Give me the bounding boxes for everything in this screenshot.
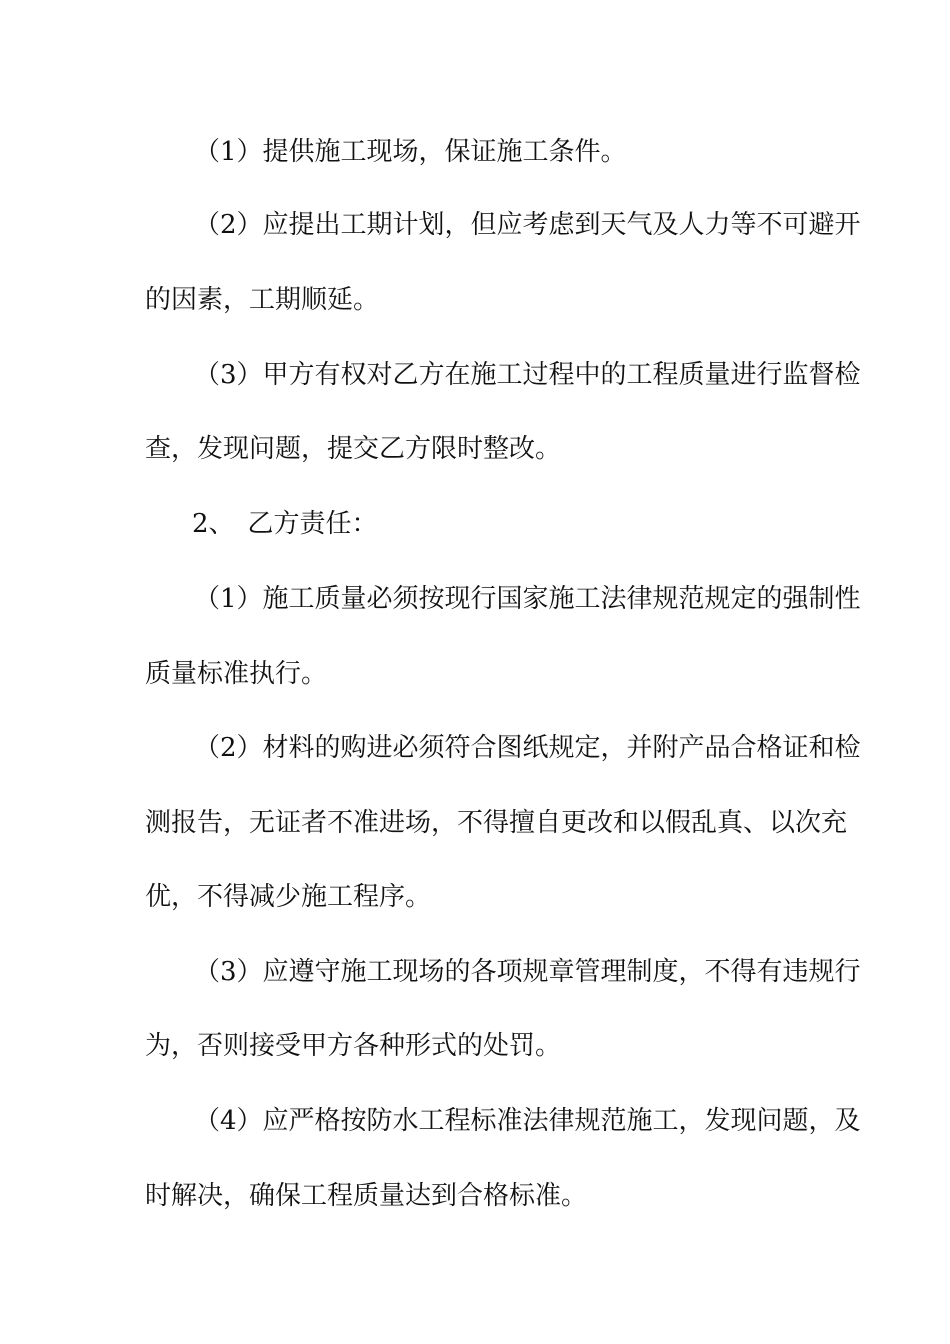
text-line-15: 时解决，确保工程质量达到合格标准。 xyxy=(145,1181,588,1211)
text-line-3: 的因素，工期顺延。 xyxy=(145,285,380,315)
text-line-11: 优，不得减少施工程序。 xyxy=(145,882,432,912)
text-line-8: 质量标准执行。 xyxy=(145,659,328,689)
text-line-10: 测报告，无证者不准进场，不得擅自更改和以假乱真、以次充 xyxy=(145,808,848,838)
text-line-5: 查，发现问题，提交乙方限时整改。 xyxy=(145,434,562,464)
text-line-4: （3）甲方有权对乙方在施工过程中的工程质量进行监督检 xyxy=(194,360,861,390)
text-line-13: 为，否则接受甲方各种形式的处罚。 xyxy=(145,1031,562,1061)
text-line-2: （2）应提出工期计划，但应考虑到天气及人力等不可避开 xyxy=(194,210,861,240)
text-line-14: （4）应严格按防水工程标准法律规范施工，发现问题，及 xyxy=(194,1106,861,1136)
section-heading: 2、 乙方责任： xyxy=(192,509,378,539)
text-line-12: （3）应遵守施工现场的各项规章管理制度，不得有违规行 xyxy=(194,957,861,987)
text-line-7: （1）施工质量必须按现行国家施工法律规范规定的强制性 xyxy=(194,584,861,614)
text-line-9: （2）材料的购进必须符合图纸规定，并附产品合格证和检 xyxy=(194,733,861,763)
text-line-1: （1）提供施工现场，保证施工条件。 xyxy=(194,137,627,167)
